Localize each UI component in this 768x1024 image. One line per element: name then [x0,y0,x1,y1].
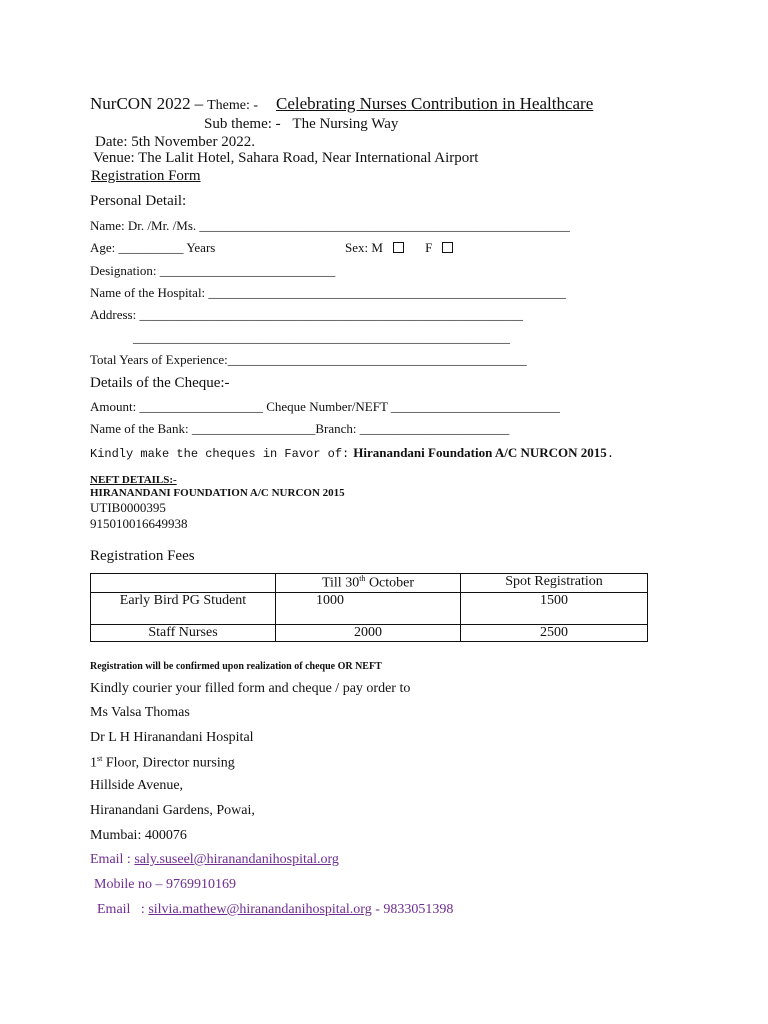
event-dash: – [194,94,204,113]
neft-account-name: HIRANANDANI FOUNDATION A/C NURCON 2015 [90,487,345,499]
favor-name: Hiranandani Foundation A/C NURCON 2015 [353,445,607,460]
subtheme-line [204,116,398,133]
cheque-heading: Details of the Cheque:- [90,375,230,391]
branch-label: Branch: [315,421,357,436]
email-row-1 [90,852,339,868]
fees-spot-value: 2500 [461,624,648,641]
courier-name: Ms Valsa Thomas [90,705,190,720]
male-checkbox[interactable] [393,242,404,253]
email-link-1[interactable]: saly.suseel@hiranandanihospital.org [134,852,339,867]
courier-intro: Kindly courier your filled form and cheque / pay order to [90,681,411,696]
fees-header-till: Till 30th October [276,574,461,593]
female-checkbox[interactable] [442,242,453,253]
designation-label: Designation: [90,263,157,278]
neft-account-number: 915010016649938 [90,516,188,531]
courier-hospital: Dr L H Hiranandani Hospital [90,730,254,745]
favor-end: . [606,447,615,461]
email-link-2[interactable]: silvia.mathew@hiranandanihospital.org [148,902,372,917]
cheque-number-label: Cheque Number/NEFT [266,399,388,414]
subtheme-label: Sub theme: - [204,116,281,132]
email-phone-2: - 9833051398 [375,902,454,917]
experience-row [90,352,527,368]
email-row-2 [97,902,453,918]
event-venue: Venue: The Lalit Hotel, Sahara Road, Near International Airport [93,150,479,166]
fees-header-spot: Spot Registration [461,574,648,593]
address-field-1[interactable]: ___________________________________________________________ [139,307,523,322]
table-row [91,624,648,641]
years-label: Years [186,240,216,255]
address-row [90,307,523,323]
hospital-row [90,285,566,301]
fees-till-value: 2000 [276,624,461,641]
experience-label: Total Years of Experience: [90,352,228,367]
sex-row [345,240,453,256]
fees-category: Staff Nurses [91,624,276,641]
fees-spot-value: 1500 [461,592,648,624]
event-header [90,94,593,114]
email-label-1: Email : [90,852,131,867]
address-label: Address: [90,307,137,322]
female-label: F [425,240,433,255]
designation-row [90,263,335,279]
cheque-number-field[interactable]: __________________________ [390,399,560,414]
subtheme-text: The Nursing Way [292,116,399,132]
event-name: NurCON 2022 [90,94,191,113]
amount-label: Amount: [90,399,137,414]
amount-row [90,399,560,415]
hospital-field[interactable]: _______________________________________________________ [208,285,566,300]
fees-till-value: 1000 [276,592,461,624]
fees-heading: Registration Fees [90,548,195,564]
bank-label: Name of the Bank: [90,421,189,436]
neft-heading: NEFT DETAILS:- [90,474,177,486]
age-row [90,240,215,256]
favor-row [90,444,614,462]
fees-header-category [91,574,276,593]
sex-label: Sex: M [345,240,383,255]
fees-category: Early Bird PG Student [91,592,276,624]
courier-street: Hillside Avenue, [90,778,184,793]
age-label: Age: [90,240,116,255]
experience-field[interactable]: ______________________________________________ [227,352,527,367]
courier-city: Mumbai: 400076 [90,828,187,843]
name-label: Name: Dr. /Mr. /Ms. [90,218,197,233]
confirmation-note: Registration will be confirmed upon realization of cheque OR NEFT [90,661,382,672]
branch-field[interactable]: _______________________ [359,421,510,436]
courier-area: Hiranandani Gardens, Powai, [90,803,255,818]
fees-table [90,573,648,642]
form-title: Registration Form [91,168,201,184]
theme-label: Theme: - [207,98,259,113]
table-row [91,592,648,624]
neft-ifsc: UTIB0000395 [90,500,166,515]
email-label-2: Email : [97,902,145,917]
name-field[interactable]: _________________________________________________________ [199,218,570,233]
name-row [90,218,570,234]
bank-row [90,421,509,437]
amount-field[interactable]: ___________________ [139,399,263,414]
theme-text: Celebrating Nurses Contribution in Healthcare [276,94,594,113]
courier-floor: 1st Floor, Director nursing [90,754,235,771]
fees-header-row [91,574,648,593]
address-field-2[interactable]: __________________________________________________________ [133,330,510,345]
age-field[interactable]: __________ [118,240,184,255]
mobile-number: Mobile no – 9769910169 [94,877,236,892]
bank-field[interactable]: ___________________ [191,421,316,436]
event-date: Date: 5th November 2022. [95,134,255,150]
hospital-label: Name of the Hospital: [90,285,206,300]
favor-text: Kindly make the cheques in Favor of: [90,447,350,461]
personal-heading: Personal Detail: [90,193,187,209]
designation-field[interactable]: ___________________________ [159,263,336,278]
